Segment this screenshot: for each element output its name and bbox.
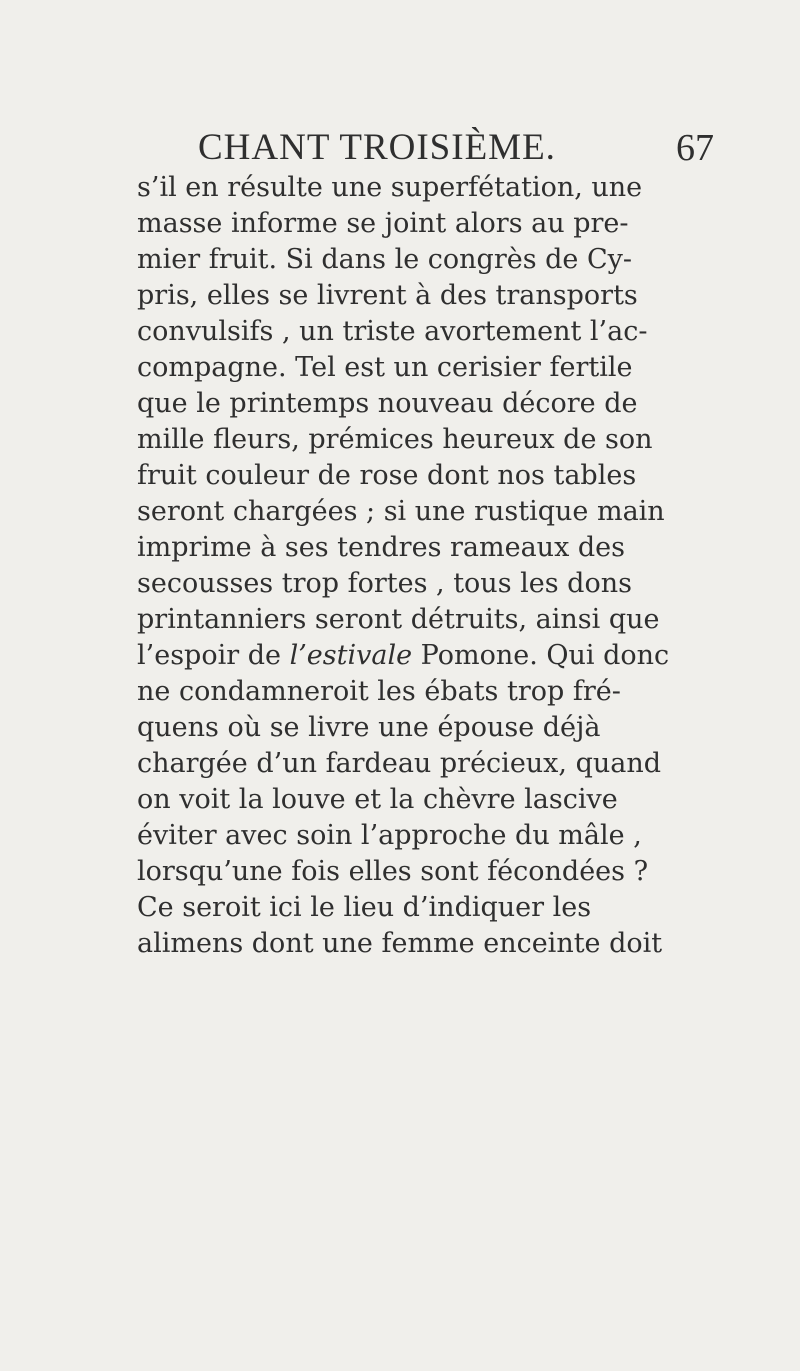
text-line-6: compagne. Tel est un cerisier fertile <box>137 352 633 383</box>
text-line-2: masse informe se joint alors au pre- <box>137 208 629 239</box>
text-line-11: imprime à ses tendres rameaux des <box>137 532 626 563</box>
text-line-3: mier fruit. Si dans le congrès de Cy- <box>137 244 633 275</box>
text-line-5: convulsifs , un triste avortement l’ac- <box>137 316 648 347</box>
text-line-14-italic: l’estivale <box>289 640 413 671</box>
text-line-14-before: l’espoir de <box>137 640 290 671</box>
text-line-15: ne condamneroit les ébats trop fré- <box>137 676 621 707</box>
text-line-4: pris, elles se livrent à des transports <box>137 280 638 311</box>
text-line-18: on voit la louve et la chèvre lascive <box>137 784 618 815</box>
text-line-7: que le printemps nouveau décore de <box>137 388 638 419</box>
page-header <box>198 126 718 176</box>
text-line-12: secousses trop fortes , tous les dons <box>137 568 632 599</box>
text-line-21: Ce seroit ici le lieu d’indiquer les <box>137 892 592 923</box>
text-line-20: lorsqu’une fois elles sont fécondées ? <box>137 856 649 887</box>
text-line-16: quens où se livre une épouse déjà <box>137 712 601 743</box>
text-line-8: mille fleurs, prémices heureux de son <box>137 424 653 455</box>
page-number: 67 <box>676 127 714 169</box>
text-line-14 <box>137 642 669 669</box>
text-line-10: seront chargées ; si une rustique main <box>137 496 665 527</box>
text-line-22: alimens dont une femme enceinte doit <box>137 928 663 959</box>
text-line-13: printanniers seront détruits, ainsi que <box>137 604 660 635</box>
text-line-9: fruit couleur de rose dont nos tables <box>137 460 637 491</box>
text-line-19: éviter avec soin l’approche du mâle , <box>137 820 642 851</box>
text-line-1: s’il en résulte une superfétation, une <box>137 172 643 203</box>
running-title: CHANT TROISIÈME. <box>198 127 556 168</box>
text-line-14-after: Pomone. Qui donc <box>412 640 670 671</box>
text-line-17: chargée d’un fardeau précieux, quand <box>137 748 662 779</box>
